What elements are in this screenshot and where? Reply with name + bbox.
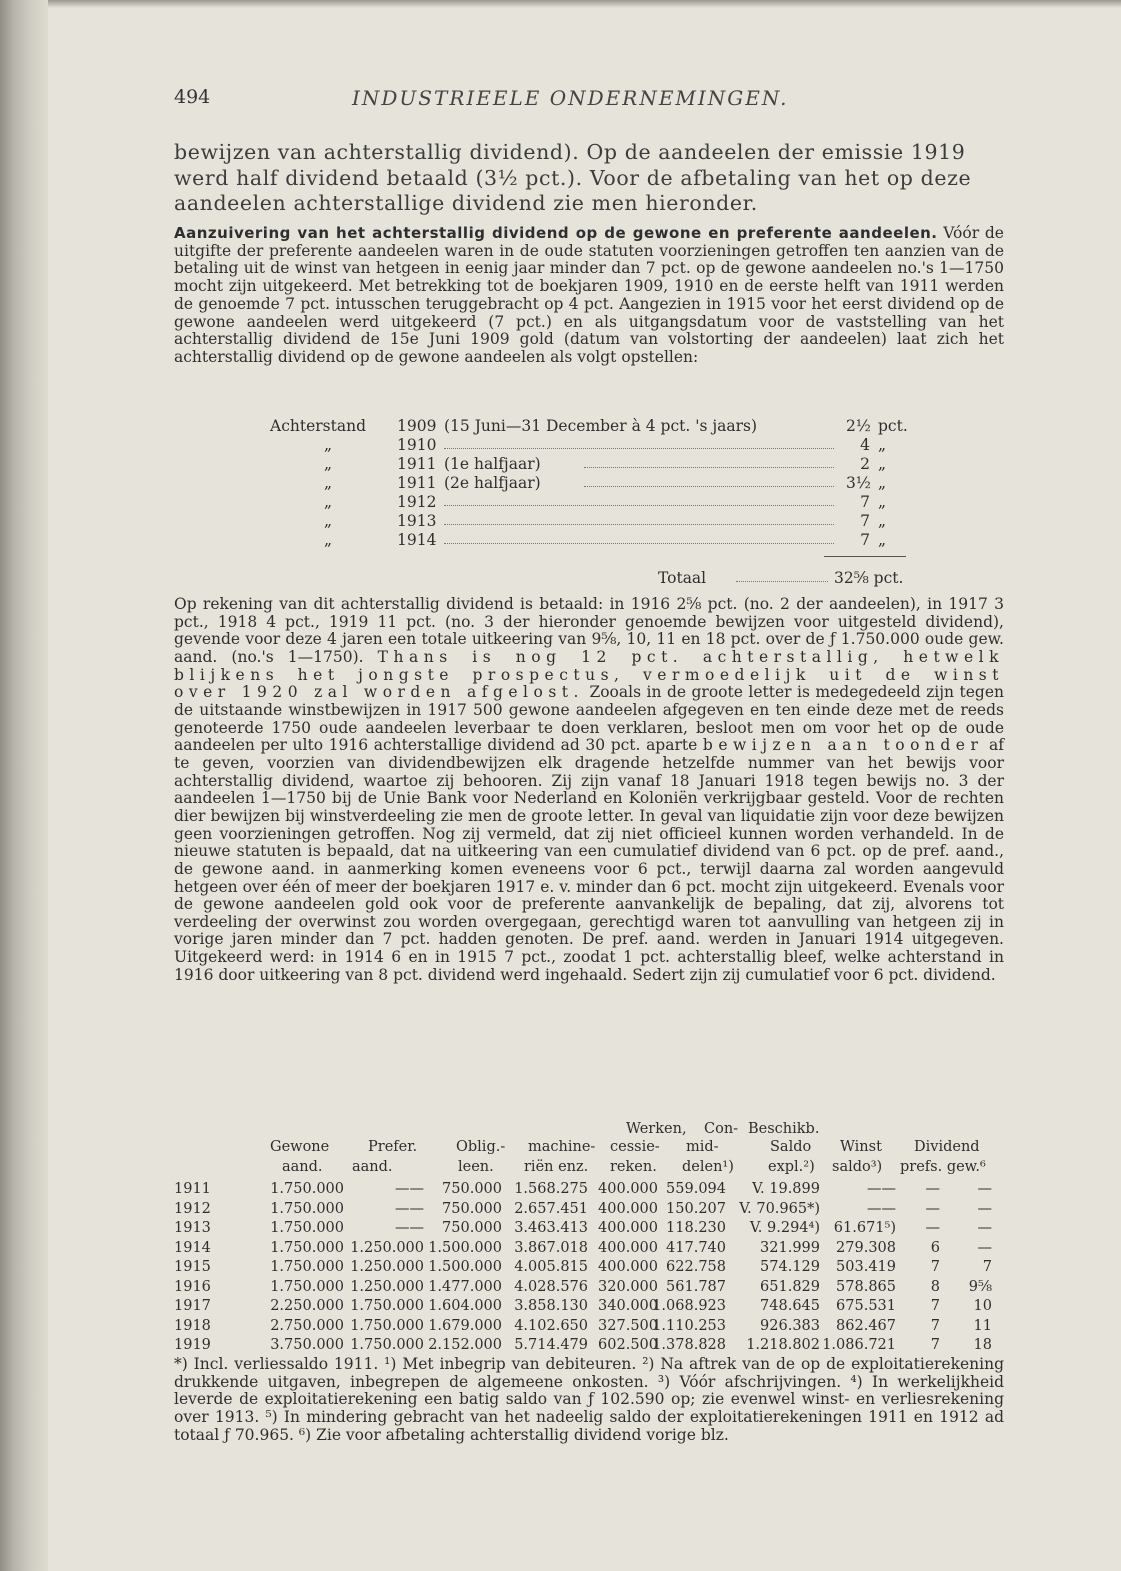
total-label: Totaal xyxy=(658,569,707,587)
paragraph-text: Zooals in de groote letter is medegedeeld zijn tegen de uitstaande winstbewijzen in 1917 500 gewone aandeelen afgegeven en ten einde deze met de reeds genoteerde 1750 oude aandeelen leverbaar te doen verklaren, besloot men om voor het op de oude aandeelen per ulto 1916 achterstallige dividend ad 30 pct. aparte xyxy=(174,683,1004,755)
table-header: Saldo xyxy=(770,1139,812,1155)
table-cell: — xyxy=(977,1181,992,1197)
leader-dots xyxy=(444,524,834,525)
table-cell: 3.463.413 xyxy=(514,1220,588,1236)
arrears-total xyxy=(174,569,1004,587)
table-cell: 6 xyxy=(930,1239,940,1256)
table-cell: 4.102.650 xyxy=(514,1317,588,1334)
table-cell: 1.679.000 xyxy=(428,1317,502,1334)
table-cell: 1.750.000 xyxy=(350,1298,424,1314)
section-heading: Aanzuivering van het achterstallig dividend op de gewone en preferente aandeelen. xyxy=(174,224,938,242)
table-cell: 1.500.000 xyxy=(428,1259,502,1275)
table-cell: 1.250.000 xyxy=(350,1239,424,1256)
table-cell: 150.207 xyxy=(666,1200,726,1217)
table-cell: 503.419 xyxy=(836,1259,896,1275)
arrears-unit: „ xyxy=(878,531,887,549)
table-cell: 622.758 xyxy=(666,1259,726,1275)
table-year-cell: 1912 xyxy=(174,1200,211,1217)
table-cell: 3.867.018 xyxy=(514,1239,588,1256)
intro-line: bewijzen van achterstallig dividend). Op de aandeelen der emissie 1919 xyxy=(174,140,966,164)
table-header: Werken, xyxy=(626,1121,687,1137)
leader-dots xyxy=(444,505,834,506)
table-cell: 862.467 xyxy=(836,1317,896,1334)
table-header: riën enz. xyxy=(524,1159,589,1175)
arrears-row xyxy=(174,474,1004,492)
arrears-list xyxy=(174,417,1004,592)
table-cell: 1.068.923 xyxy=(652,1298,726,1314)
arrears-unit: pct. xyxy=(878,417,908,435)
arrears-pct: 2 xyxy=(860,455,870,473)
table-row xyxy=(174,1336,1004,1355)
table-cell: 18 xyxy=(973,1337,992,1353)
table-cell: 4.028.576 xyxy=(514,1278,588,1295)
table-cell: V. 70.965*) xyxy=(739,1200,820,1217)
table-cell: —— xyxy=(867,1181,896,1197)
arrears-year: 1910 xyxy=(397,436,437,454)
table-cell: 675.531 xyxy=(836,1298,896,1314)
leader-dots xyxy=(444,448,834,449)
table-cell: 1.378.828 xyxy=(652,1337,726,1353)
table-cell: — xyxy=(925,1200,940,1217)
table-cell: 11 xyxy=(973,1317,992,1334)
arrears-row xyxy=(174,531,1004,549)
table-cell: 7 xyxy=(930,1337,940,1353)
table-cell: 7 xyxy=(930,1259,940,1275)
page-top-edge xyxy=(48,0,1121,8)
table-cell: 320.000 xyxy=(598,1278,658,1295)
table-cell: — xyxy=(977,1200,992,1217)
arrears-pct: 2½ xyxy=(846,417,871,435)
table-header-row xyxy=(174,1138,1004,1156)
intro-line: aandeelen achterstallige dividend zie men hieronder. xyxy=(174,191,758,215)
financial-table xyxy=(174,1120,1004,1360)
spaced-text: Thans is nog 12 pct. achterstallig, hetwelk blijkens het jongste prospectus, vermoedelijk uit de winst over 1920 zal worden afgelost. xyxy=(174,647,1004,702)
table-cell: 1.604.000 xyxy=(428,1298,502,1314)
table-cell: 279.308 xyxy=(836,1239,896,1256)
table-cell: 8 xyxy=(930,1278,940,1295)
arrears-desc: (15 Juni—31 December à 4 pct. 's jaars) xyxy=(444,417,758,435)
table-year-cell: 1916 xyxy=(174,1278,211,1295)
table-cell: 9⅝ xyxy=(968,1278,992,1295)
table-row xyxy=(174,1239,1004,1258)
leader-dots xyxy=(584,486,834,487)
table-header-row xyxy=(174,1120,1004,1138)
arrears-unit: „ xyxy=(878,455,887,473)
table-cell: 1.750.000 xyxy=(270,1278,344,1295)
table-cell: 1.477.000 xyxy=(428,1278,502,1295)
arrears-year: 1912 xyxy=(397,493,437,511)
arrears-pct: 4 xyxy=(860,436,870,454)
arrears-unit: „ xyxy=(878,436,887,454)
table-header: expl.²) xyxy=(768,1159,815,1175)
table-header: reken. xyxy=(610,1159,657,1175)
table-cell: 2.250.000 xyxy=(270,1298,344,1314)
arrears-pct: 3½ xyxy=(846,474,871,492)
table-cell: 340.000 xyxy=(598,1298,658,1314)
table-year-cell: 1911 xyxy=(174,1181,211,1197)
arrears-row xyxy=(174,436,1004,454)
table-year-cell: 1918 xyxy=(174,1317,211,1334)
ditto-mark: „ xyxy=(324,493,333,511)
arrears-year: 1911 xyxy=(397,455,437,473)
table-cell: 1.750.000 xyxy=(270,1239,344,1256)
table-cell: 2.152.000 xyxy=(428,1337,502,1353)
table-row xyxy=(174,1180,1004,1199)
table-header: Beschikb. xyxy=(748,1121,820,1137)
table-header: machine- xyxy=(528,1139,596,1155)
ditto-mark: „ xyxy=(324,474,333,492)
ditto-mark: „ xyxy=(324,455,333,473)
table-cell: 3.750.000 xyxy=(270,1337,344,1353)
table-cell: 602.500 xyxy=(598,1337,658,1353)
table-cell: 3.858.130 xyxy=(514,1298,588,1314)
table-year-cell: 1915 xyxy=(174,1259,211,1275)
page-number: 494 xyxy=(174,86,211,108)
intro-line: werd half dividend betaald (3½ pct.). Voor de afbetaling van het op deze xyxy=(174,165,972,190)
table-row xyxy=(174,1317,1004,1336)
table-header: Winst xyxy=(840,1139,882,1155)
table-row xyxy=(174,1297,1004,1316)
ditto-mark: „ xyxy=(324,531,333,549)
table-cell: 559.094 xyxy=(666,1181,726,1197)
arrears-unit: „ xyxy=(878,493,887,511)
table-cell: 1.750.000 xyxy=(270,1181,344,1197)
table-cell: 1.086.721 xyxy=(822,1337,896,1353)
table-cell: — xyxy=(977,1239,992,1256)
table-cell: 400.000 xyxy=(598,1259,658,1275)
arrears-year: 1909 xyxy=(397,417,437,435)
table-header: Prefer. xyxy=(368,1139,418,1155)
leader-dots xyxy=(736,581,828,582)
table-row xyxy=(174,1258,1004,1277)
table-cell: 748.645 xyxy=(760,1298,820,1314)
ditto-mark: „ xyxy=(324,512,333,530)
table-cell: 1.568.275 xyxy=(514,1181,588,1197)
table-cell: 400.000 xyxy=(598,1220,658,1236)
table-cell: 1.750.000 xyxy=(270,1259,344,1275)
table-cell: 750.000 xyxy=(442,1220,502,1236)
table-cell: V. 19.899 xyxy=(752,1181,820,1197)
paragraph-text: af te geven, voorzien van dividendbewijzen elk dragende hetzelfde nummer van het bewijs voor achterstallig dividend, waartoe zij behooren. Zij zijn vanaf 18 Januari 1918 tegen bewijs no. 3 der aandeelen 1—1750 bij de Unie Bank voor Nederland en Koloniën verkrijgbaar gesteld. Voor de rechten dier bewijzen bij winstverdeeling zie men de groote letter. In geval van liquidatie zijn voor deze bewijzen geen voorzieningen getroffen. Nog zij vermeld, dat zij niet officieel kunnen worden verhandeld. In de nieuwe statuten is bepaald, dat na uitkeering van een cumulatief dividend van 6 pct. op de pref. aand., de gewone aand. in aanmerking komen eveneens voor 6 pct., terwijl daarna zal worden aangevuld hetgeen over één of meer der boekjaren 1917 e. v. minder dan 6 pct. mocht zijn uitgekeerd. Evenals voor de gewone aandeelen gold ook voor de preferente aanvankelijk de bepaling, dat zij, alvorens tot verdeeling der overwinst zou worden overgegaan, gerechtigd waren tot aanvulling van hetgeen zij in vorige jaren minder dan 7 pct. hadden genoten. De pref. aand. werden in Januari 1914 uitgegeven. Uitgekeerd werd: in 1914 6 en in 1915 7 pct., zoodat 1 pct. achterstallig bleef, welke achterstand in 1916 door uitkeering van 8 pct. dividend werd ingehaald. Sedert zijn zij cumulatief voor 6 pct. dividend. xyxy=(174,736,1004,984)
table-row xyxy=(174,1200,1004,1219)
table-year-cell: 1913 xyxy=(174,1220,211,1236)
table-cell: 7 xyxy=(982,1259,992,1275)
table-cell: 1.750.000 xyxy=(350,1337,424,1353)
table-year-cell: 1914 xyxy=(174,1239,211,1256)
leader-dots xyxy=(444,543,834,544)
table-cell: 1.250.000 xyxy=(350,1259,424,1275)
table-header: aand. xyxy=(352,1159,393,1175)
table-cell: —— xyxy=(395,1181,424,1197)
table-header: saldo³) xyxy=(832,1159,883,1175)
table-cell: —— xyxy=(395,1220,424,1236)
table-cell: 400.000 xyxy=(598,1200,658,1217)
table-cell: 118.230 xyxy=(666,1220,726,1236)
arrears-desc: (1e halfjaar) xyxy=(444,455,541,473)
table-cell: 750.000 xyxy=(442,1200,502,1217)
table-cell: 2.750.000 xyxy=(270,1317,344,1334)
table-row xyxy=(174,1278,1004,1297)
intro-paragraph xyxy=(174,140,1004,217)
section-text: Vóór de uitgifte der preferente aandeelen waren in de oude statuten voorzieningen getroffen ten aanzien van de betaling uit de winst van hetgeen in eenig jaar minder dan 7 pct. op de gewone aandeelen no.'s 1—1750 mocht zijn uitgekeerd. Met betrekking tot de boekjaren 1909, 1910 en de eerste helft van 1911 werden de genoemde 7 pct. intusschen teruggebracht op 4 pct. Aangezien in 1915 voor het eerst dividend op de gewone aandeelen werd uitgekeerd (7 pct.) en als uitgangsdatum voor de vaststelling van het achterstallig dividend de 15e Juni 1909 gold (datum van volstorting der aandeelen) laat zich het achterstallig dividend op de gewone aandeelen als volgt opstellen: xyxy=(174,224,1004,366)
table-header: prefs. gew.⁶ xyxy=(900,1159,986,1175)
table-cell: 1.750.000 xyxy=(270,1220,344,1236)
arrears-pct: 7 xyxy=(860,512,870,530)
table-cell: 7 xyxy=(930,1317,940,1334)
table-cell: 1.750.000 xyxy=(350,1317,424,1334)
table-year-cell: 1917 xyxy=(174,1298,211,1314)
arrears-label: Achterstand xyxy=(270,417,366,435)
table-cell: 926.383 xyxy=(760,1317,820,1334)
running-head: INDUSTRIEELE ONDERNEMINGEN. xyxy=(352,86,789,110)
table-row xyxy=(174,1219,1004,1238)
book-binding xyxy=(0,0,48,1571)
table-cell: 321.999 xyxy=(760,1239,820,1256)
arrears-section xyxy=(174,225,1004,367)
spaced-text: bewijzen aan toonder xyxy=(702,736,984,755)
table-cell: 1.500.000 xyxy=(428,1239,502,1256)
table-cell: 7 xyxy=(930,1298,940,1314)
arrears-year: 1913 xyxy=(397,512,437,530)
table-cell: 5.714.479 xyxy=(514,1337,588,1353)
table-cell: 1.110.253 xyxy=(652,1317,726,1334)
table-header: Dividend xyxy=(914,1139,980,1155)
arrears-row xyxy=(174,455,1004,473)
table-cell: 327.500 xyxy=(598,1317,658,1334)
arrears-pct: 7 xyxy=(860,531,870,549)
table-cell: —— xyxy=(395,1200,424,1217)
paragraph-text: Op rekening van dit achterstallig dividend is betaald: in 1916 2⅝ pct. (no. 2 der aandeelen), in 1917 3 pct., 1918 4 pct., 1919 11 pct. (no. 3 der hieronder genoemde bewijzen voor uitgesteld dividend), gevende voor deze 4 jaren een totale uitkeering van 9⅝, 10, 11 en 18 pct. over de ƒ 1.750.000 oude gew. aand. (no.'s 1—1750). xyxy=(174,595,1004,666)
arrears-year: 1911 xyxy=(397,474,437,492)
arrears-unit: „ xyxy=(878,474,887,492)
table-header: Con- xyxy=(704,1121,739,1137)
arrears-unit: „ xyxy=(878,512,887,530)
table-cell: 4.005.815 xyxy=(514,1259,588,1275)
arrears-pct: 7 xyxy=(860,493,870,511)
table-header: cessie- xyxy=(610,1139,660,1155)
total-value: 32⅝ pct. xyxy=(834,569,904,587)
table-cell: 651.829 xyxy=(760,1278,820,1295)
arrears-year: 1914 xyxy=(397,531,437,549)
arrears-desc: (2e halfjaar) xyxy=(444,474,541,492)
page-header xyxy=(174,86,1004,116)
table-header: Gewone xyxy=(270,1139,330,1155)
table-year-cell: 1919 xyxy=(174,1337,211,1353)
ditto-mark: „ xyxy=(324,436,333,454)
table-header-row xyxy=(174,1158,1004,1176)
arrears-row xyxy=(174,493,1004,511)
payment-paragraph xyxy=(174,596,1004,984)
table-cell: — xyxy=(925,1181,940,1197)
table-cell: — xyxy=(925,1220,940,1236)
table-cell: 561.787 xyxy=(666,1278,726,1295)
table-cell: 1.218.802 xyxy=(746,1337,820,1353)
table-header: Oblig.- xyxy=(456,1139,506,1155)
table-cell: 750.000 xyxy=(442,1181,502,1197)
table-cell: 400.000 xyxy=(598,1239,658,1256)
arrears-row xyxy=(174,512,1004,530)
table-cell: 417.740 xyxy=(666,1239,726,1256)
arrears-row xyxy=(174,417,1004,435)
table-cell: 1.750.000 xyxy=(270,1200,344,1217)
table-cell: —— xyxy=(867,1200,896,1217)
table-cell: 578.865 xyxy=(836,1278,896,1295)
table-cell: 1.250.000 xyxy=(350,1278,424,1295)
table-cell: 2.657.451 xyxy=(514,1200,588,1217)
total-rule xyxy=(824,556,906,557)
table-cell: 10 xyxy=(973,1298,992,1314)
table-cell: — xyxy=(977,1220,992,1236)
leader-dots xyxy=(584,467,834,468)
table-header: aand. xyxy=(282,1159,323,1175)
table-header: mid- xyxy=(686,1139,719,1155)
table-header: leen. xyxy=(458,1159,494,1175)
table-cell: 400.000 xyxy=(598,1181,658,1197)
table-header: delen¹) xyxy=(682,1159,734,1175)
table-cell: 574.129 xyxy=(760,1259,820,1275)
table-cell: V. 9.294⁴) xyxy=(749,1220,820,1236)
table-cell: 61.671⁵) xyxy=(833,1220,896,1236)
footnotes: *) Incl. verliessaldo 1911. ¹) Met inbegrip van debiteuren. ²) Na aftrek van de op de exploitatierekening drukkende uitgaven, inbegrepen de algemeene onkosten. ³) Vóór afschrijvingen. ⁴) In werkelijkheid leverde de exploitatierekening een batig saldo van ƒ 102.590 op; zie evenwel winst- en verliesrekening over 1913. ⁵) In mindering gebracht van het nadeelig saldo der exploitatierekeningen 1911 en 1912 ad totaal ƒ 70.965. ⁶) Zie voor afbetaling achterstallig dividend vorige blz. xyxy=(174,1355,1004,1444)
